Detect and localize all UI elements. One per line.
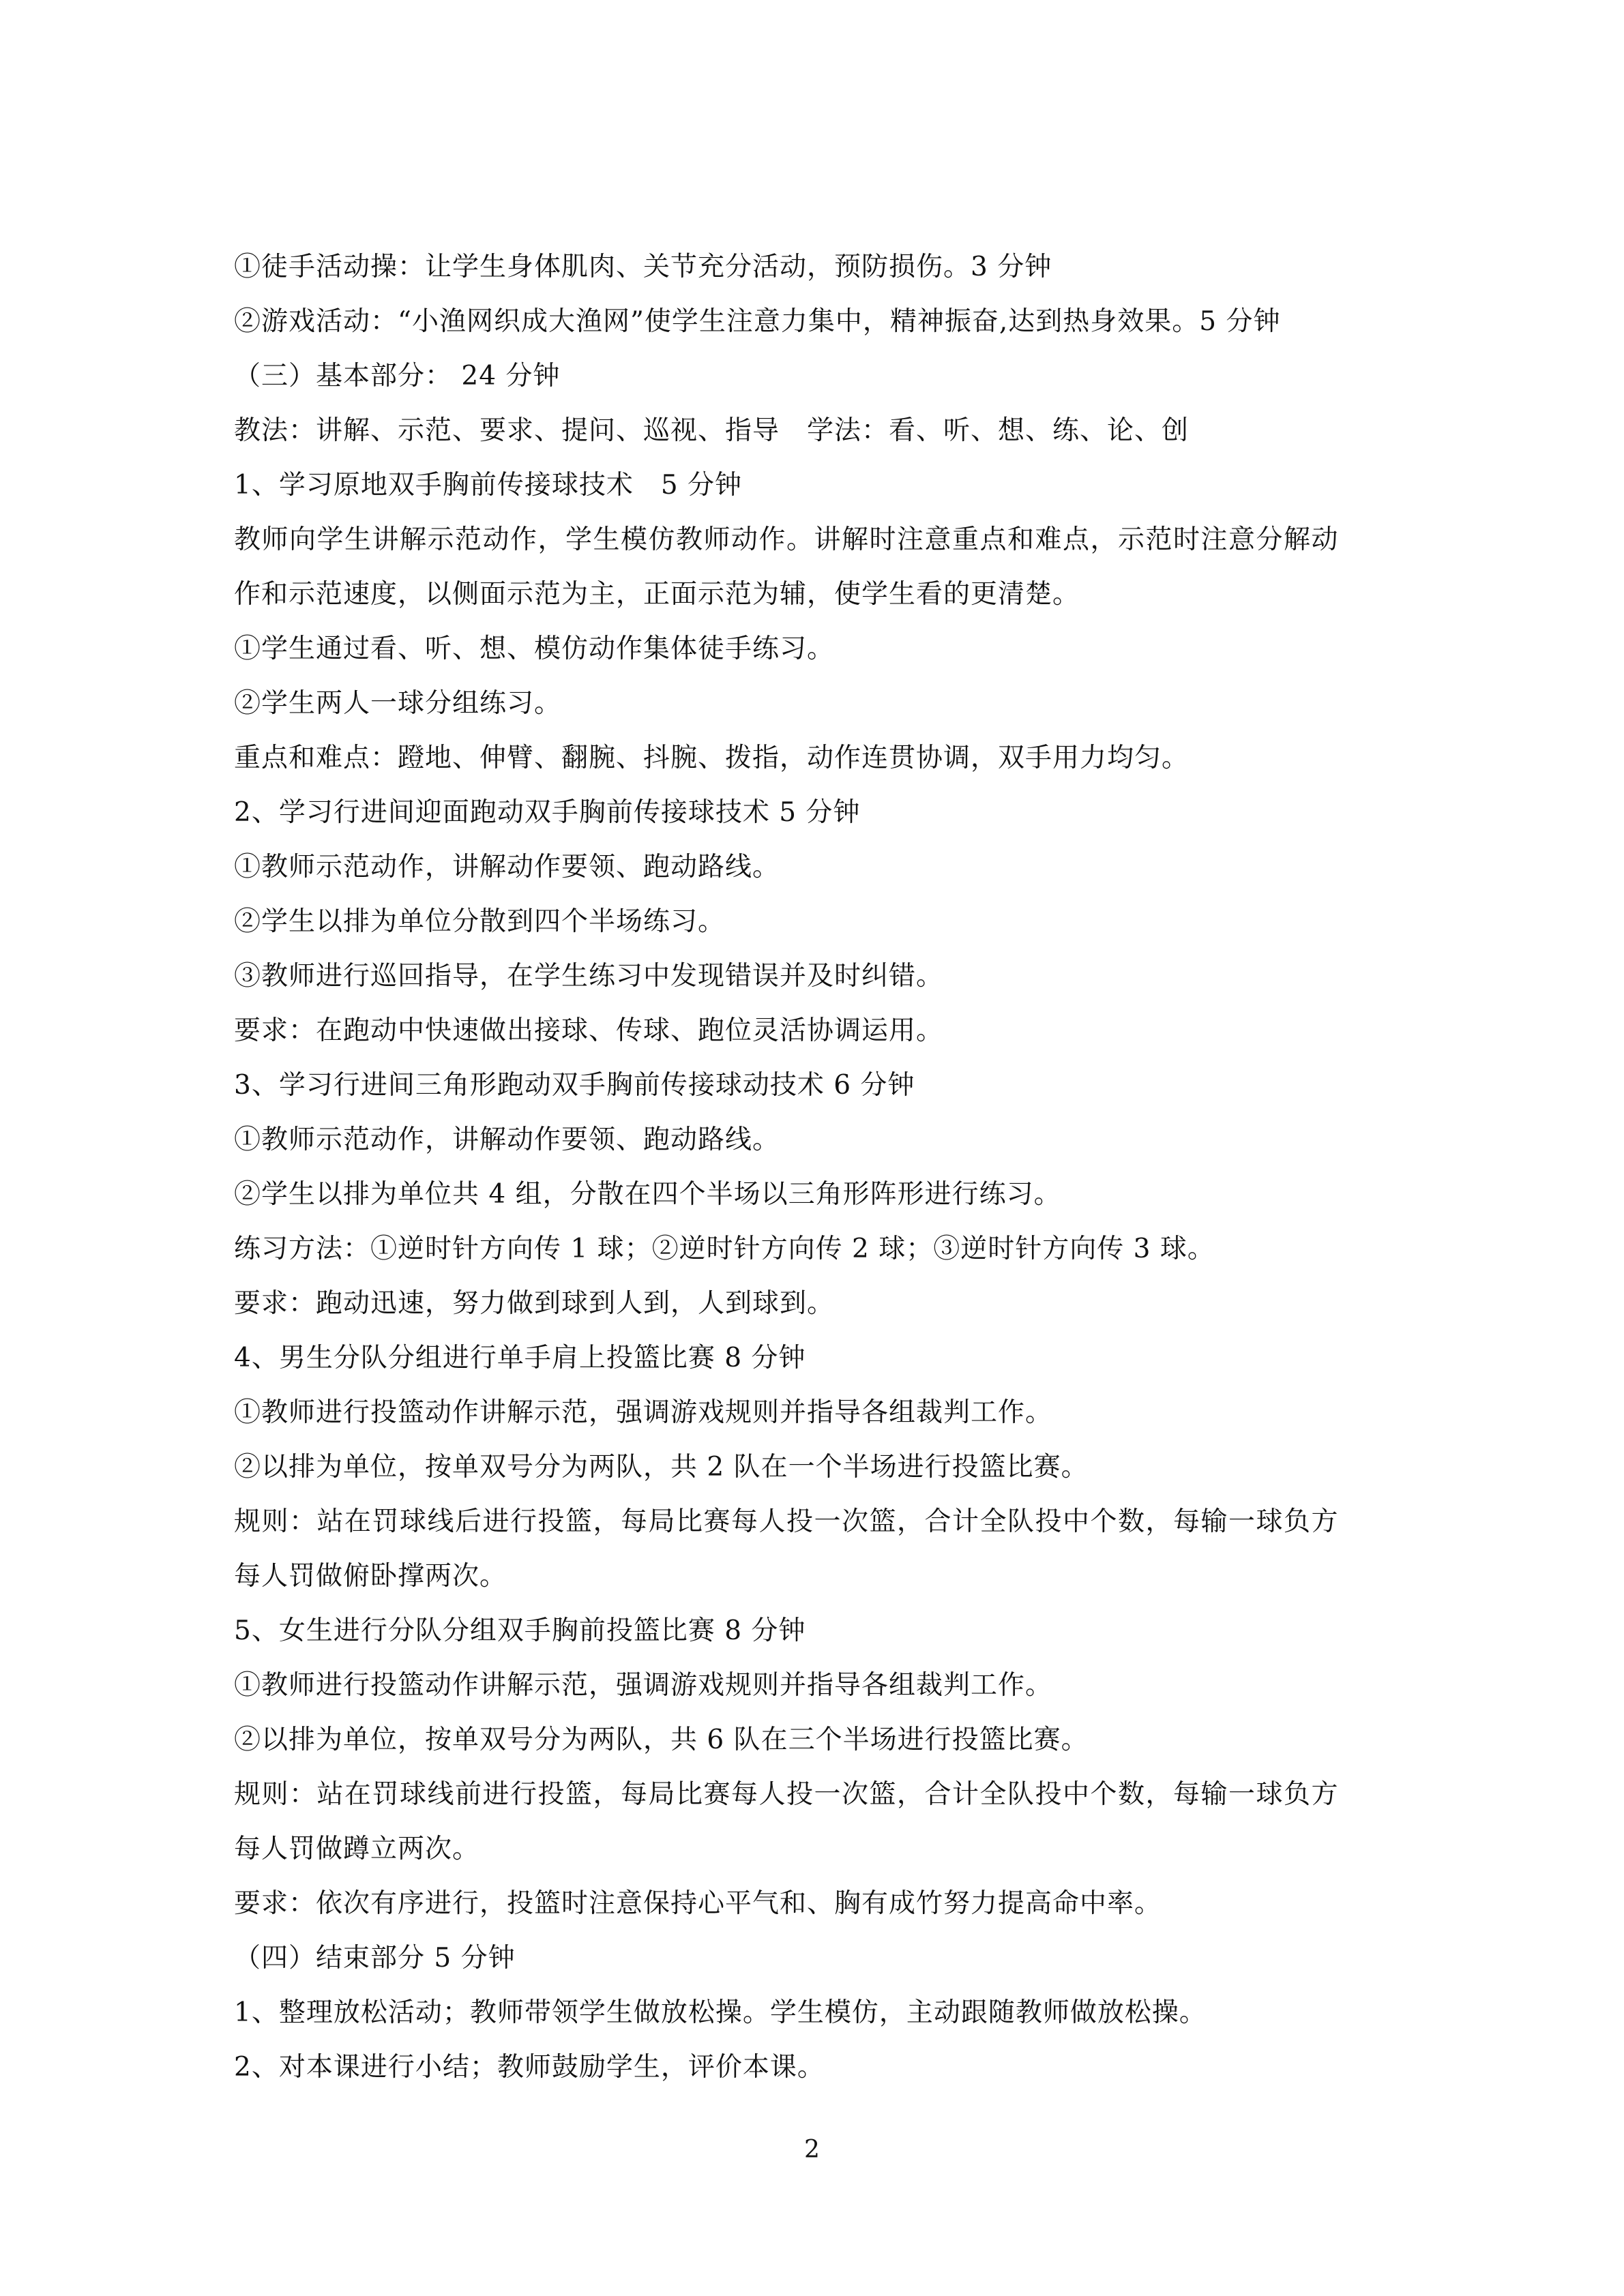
text-line-item5-rules-cont: 每人罚做蹲立两次。 <box>234 1834 480 1864</box>
text-line-item2-step2: ②学生以排为单位分散到四个半场练习。 <box>234 906 726 937</box>
text-line-demo-explanation: 教师向学生讲解示范动作，学生模仿教师动作。讲解时注意重点和难点，示范时注意分解动 <box>234 524 1340 555</box>
text-line-demo-explanation-cont: 作和示范速度，以侧面示范为主，正面示范为辅，使学生看的更清楚。 <box>234 579 1080 610</box>
item-heading-3: 3、学习行进间三角形跑动双手胸前传接球动技术 6 分钟 <box>234 1070 915 1101</box>
text-line-item5-requirement: 要求：依次有序进行，投篮时注意保持心平气和、胸有成竹努力提高命中率。 <box>234 1888 1162 1919</box>
text-line-item1-step1: ①学生通过看、听、想、模仿动作集体徒手练习。 <box>234 633 835 664</box>
text-line-item5-step1: ①教师进行投篮动作讲解示范，强调游戏规则并指导各组裁判工作。 <box>234 1670 1053 1701</box>
text-line-item3-step2: ②学生以排为单位共 4 组，分散在四个半场以三角形阵形进行练习。 <box>234 1179 1061 1210</box>
text-line-item2-requirement: 要求：在跑动中快速做出接球、传球、跑位灵活协调运用。 <box>234 1015 944 1046</box>
text-line-item3-requirement: 要求：跑动迅速，努力做到球到人到，人到球到。 <box>234 1288 835 1319</box>
section-heading-basic-part: （三）基本部分： 24 分钟 <box>234 361 561 391</box>
text-line-teaching-methods: 教法：讲解、示范、要求、提问、巡视、指导 学法：看、听、想、练、论、创 <box>234 415 1190 446</box>
text-line-item4-step1: ①教师进行投篮动作讲解示范，强调游戏规则并指导各组裁判工作。 <box>234 1397 1053 1428</box>
item-heading-4: 4、男生分队分组进行单手肩上投篮比赛 8 分钟 <box>234 1343 806 1373</box>
text-line-relaxation: 1、整理放松活动；教师带领学生做放松操。学生模仿，主动跟随教师做放松操。 <box>234 1997 1207 2028</box>
text-line-item4-rules-cont: 每人罚做俯卧撑两次。 <box>234 1561 507 1592</box>
text-line-game-activity: ②游戏活动：“小渔网织成大渔网”使学生注意力集中，精神振奋,达到热身效果。5 分钟 <box>234 306 1281 337</box>
item-heading-1: 1、学习原地双手胸前传接球技术 5 分钟 <box>234 470 743 501</box>
text-line-practice-method: 练习方法：①逆时针方向传 1 球；②逆时针方向传 2 球；③逆时针方向传 3 球。 <box>234 1234 1215 1264</box>
text-line-warmup-exercise: ①徒手活动操：让学生身体肌肉、关节充分活动，预防损伤。3 分钟 <box>234 252 1052 282</box>
text-line-summary: 2、对本课进行小结；教师鼓励学生，评价本课。 <box>234 2052 825 2083</box>
text-line-item5-step2: ②以排为单位，按单双号分为两队，共 6 队在三个半场进行投篮比赛。 <box>234 1725 1089 1755</box>
text-line-item4-step2: ②以排为单位，按单双号分为两队，共 2 队在一个半场进行投篮比赛。 <box>234 1452 1089 1482</box>
section-heading-ending-part: （四）结束部分 5 分钟 <box>234 1943 516 1973</box>
text-line-item3-step1: ①教师示范动作，讲解动作要领、跑动路线。 <box>234 1124 780 1155</box>
item-heading-5: 5、女生进行分队分组双手胸前投篮比赛 8 分钟 <box>234 1615 806 1646</box>
text-line-item5-rules: 规则：站在罚球线前进行投篮，每局比赛每人投一次篮，合计全队投中个数，每输一球负方 <box>234 1779 1340 1810</box>
text-line-item1-step2: ②学生两人一球分组练习。 <box>234 688 562 719</box>
text-line-item2-step3: ③教师进行巡回指导，在学生练习中发现错误并及时纠错。 <box>234 961 944 992</box>
text-line-key-points: 重点和难点：蹬地、伸臂、翻腕、抖腕、拨指，动作连贯协调，双手用力均匀。 <box>234 743 1190 773</box>
text-line-item4-rules: 规则：站在罚球线后进行投篮，每局比赛每人投一次篮，合计全队投中个数，每输一球负方 <box>234 1506 1340 1537</box>
document-body <box>234 240 1400 2095</box>
page-number: 2 <box>804 2136 820 2164</box>
item-heading-2: 2、学习行进间迎面跑动双手胸前传接球技术 5 分钟 <box>234 797 861 828</box>
text-line-item2-step1: ①教师示范动作，讲解动作要领、跑动路线。 <box>234 852 780 882</box>
